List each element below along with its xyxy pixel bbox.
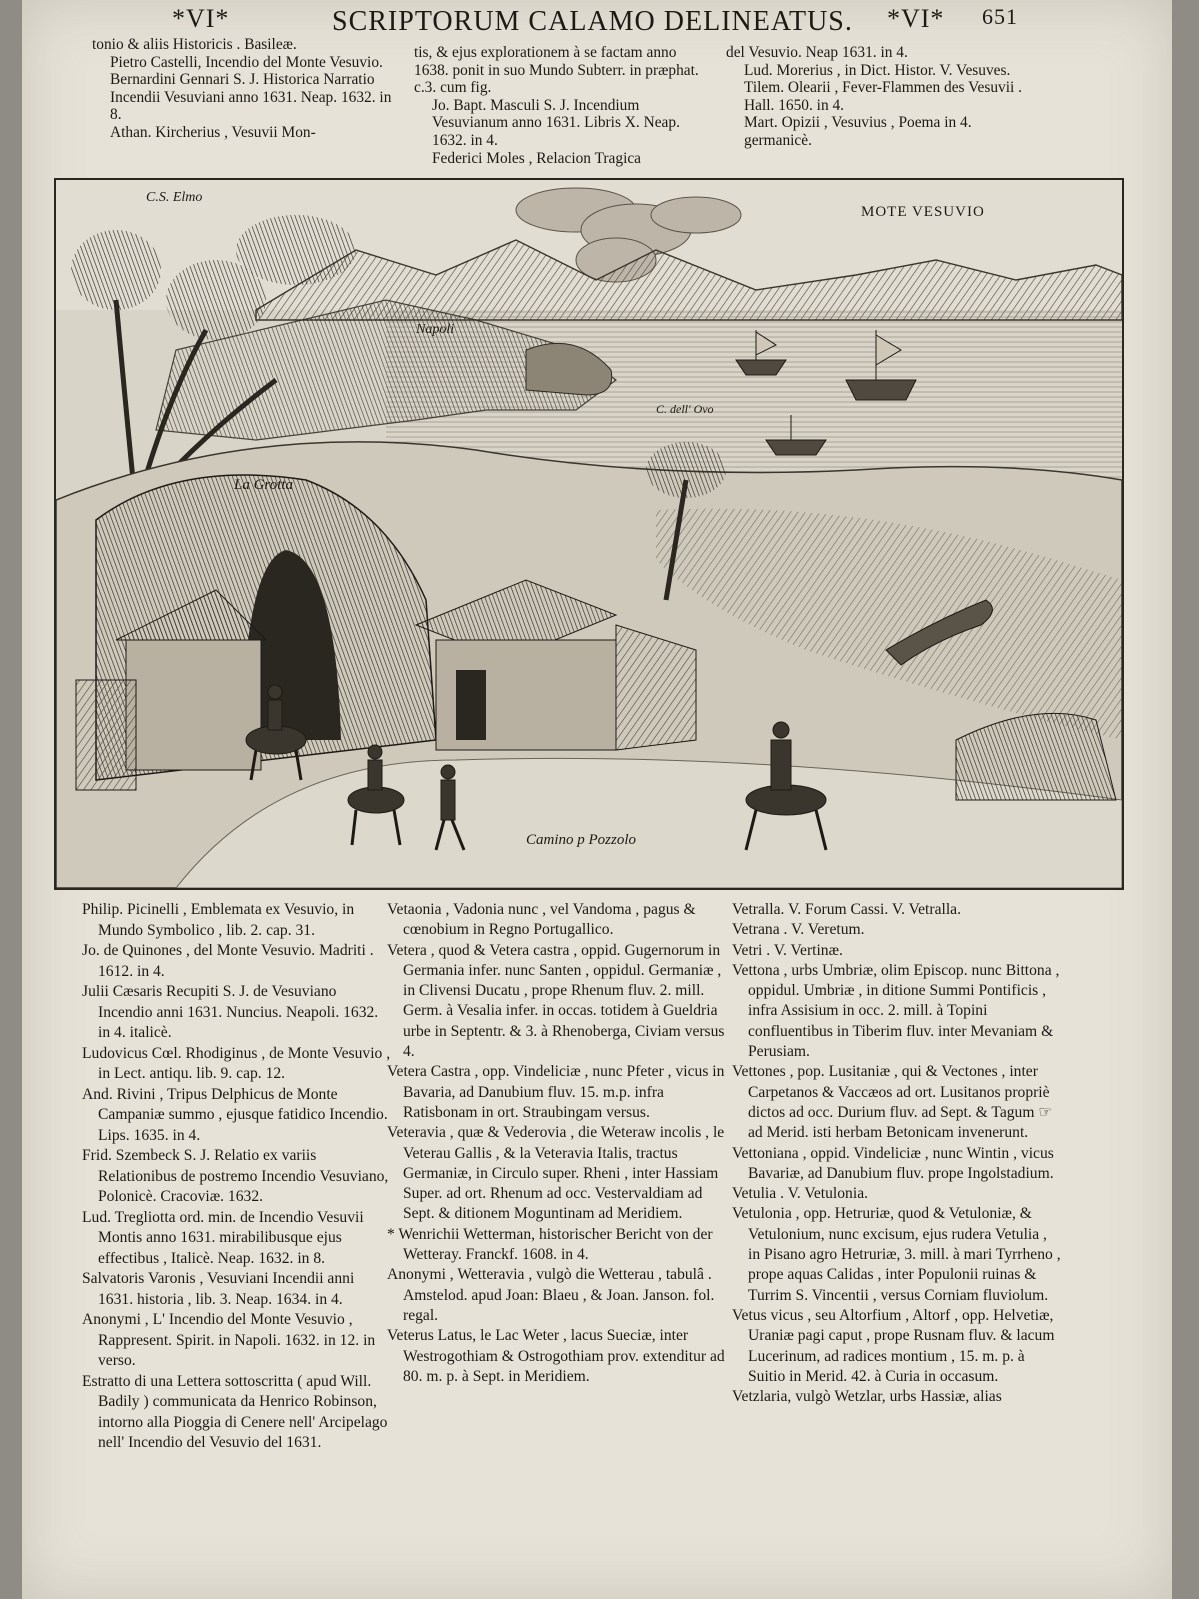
entry: Anonymi , L' Incendio del Monte Vesuvio , Rappresent. Spirit. in Napoli. 1632. in 12. in verso. — [82, 1311, 376, 1369]
entry: Vettona , urbs Umbriæ, olim Episcop. nunc Bittona , oppidul. Umbriæ , in ditione Summi Pontificis , infra Assisium in occ. 2. mill. à Topini confluentibus in Tiberim fluv. inter Mevaniam & Perusiam. — [732, 961, 1060, 1061]
bottom-column-2 — [387, 900, 727, 1387]
entry: Vetaonia , Vadonia nunc , vel Vandoma , pagus & cœnobium in Regno Portugallico. — [387, 901, 696, 939]
entry: tis, & ejus explorationem à se factam anno 1638. ponit in suo Mundo Subterr. in præphat. c.3. cum fig. — [414, 44, 699, 97]
entry: Federici Moles , Relacion Tragica — [432, 149, 642, 167]
header-left-mark: *VI* — [172, 4, 230, 33]
bottom-column-3 — [732, 900, 1062, 1407]
entry: Vetera Castra , opp. Vindeliciæ , nunc Pfeter , vicus in Bavaria, ad Danubium fluv. 15. m.p. infra Ratisbonam in ort. Straubingam versus. — [387, 1063, 725, 1121]
entry: Estratto di una Lettera sottoscritta ( apud Will. Badily ) communicata da Henrico Robinson, intorno alla Pioggia di Cenere nell' Arcipelago nell' Incendio del Vesuvio del 1631. — [82, 1372, 388, 1451]
entry: Vetri . V. Vertinæ. — [732, 941, 843, 959]
entry: Vetus vicus , seu Altorfium , Altorf , opp. Helvetiæ, Uraniæ pagi caput , prope Rusnam fluv. & lacum Lucerinum, ad radices montium , 15. m. p. à Suitio in Merid. 42. à Curia in occasum. — [732, 1306, 1055, 1385]
label-camino: Camino p Pozzolo — [526, 832, 637, 848]
entry: Veteravia , quæ & Vederovia , die Weteraw incolis , le Veterau Gallis , & la Veteravia Italis, tractus Germaniæ, in Circulo super. Rheni , inter Hassiam Super. ad ort. Rhenum ad occ. Vestervaldiam ad Sept. & ditionem Moguntinam ad Meridiem. — [387, 1124, 725, 1223]
entry: Vetrana . V. Veretum. — [732, 921, 865, 939]
entry: Mart. Opizii , Vesuvius , Poema in 4. germanicè. — [744, 114, 972, 149]
entry: Anonymi , Wetteravia , vulgò die Wetterau , tabulâ . Amstelod. apud Joan: Blaeu , & Joan. Janson. fol. regal. — [387, 1266, 715, 1324]
entry: Vetralla. V. Forum Cassi. V. Vetralla. — [732, 901, 961, 918]
top-column-1 — [92, 36, 392, 142]
label-castel-ovo: C. dell' Ovo — [656, 402, 714, 416]
entry: Salvatoris Varonis , Vesuviani Incendii anni 1631. historia , lib. 3. Neap. 1634. in 4. — [82, 1270, 355, 1308]
entry: del Vesuvio. Neap 1631. in 4. — [726, 44, 908, 61]
entry: * Wenrichii Wetterman, historischer Bericht von der Wetteray. Franckf. 1608. in 4. — [387, 1225, 713, 1264]
entry: Frid. Szembeck S. J. Relatio ex variis Relationibus de postremo Incendio Vesuviano, Polonicè. Cracoviæ. 1632. — [82, 1147, 389, 1205]
entry: Vettones , pop. Lusitaniæ , qui & Vectones , inter Carpetanos & Vaccæos ad ort. Lusitanos propriè dictos ad occ. Durium fluv. ad Sept. & Tagum ☞ ad Merid. isti herbam Betonicam invenerunt. — [732, 1063, 1053, 1142]
engraving-illustration — [56, 180, 1122, 888]
entry: Athan. Kircherius , Vesuvii Mon- — [110, 123, 316, 141]
page-header — [82, 2, 1132, 38]
header-right-mark: *VI* — [887, 4, 945, 33]
entry: And. Rivini , Tripus Delphicus de Monte Campaniæ summo , ejusque fatidico Incendio. Lips. 1635. in 4. — [82, 1085, 388, 1144]
engraving-plate — [54, 178, 1124, 890]
label-grotta: La Grotta — [234, 477, 294, 493]
entry: Jo. de Quinones , del Monte Vesuvio. Madriti . 1612. in 4. — [82, 942, 374, 980]
entry: Vetzlaria, vulgò Wetzlar, urbs Hassiæ, alias — [732, 1388, 1002, 1406]
label-napoli: Napoli — [416, 322, 455, 337]
entry: Julii Cæsaris Recupiti S. J. de Vesuviano Incendio anni 1631. Nuncius. Neapoli. 1632. in 4. italicè. — [82, 983, 379, 1041]
plate-title: MOTE VESUVIO — [861, 204, 985, 220]
entry: Bernardini Gennari S. J. Historica Narratio Incendii Vesuviani anno 1631. Neap. 1632. in 8. — [110, 71, 392, 124]
entry: Jo. Bapt. Masculi S. J. Incendium Vesuvianum anno 1631. Libris X. Neap. 1632. in 4. — [432, 96, 680, 149]
page-number: 651 — [982, 4, 1018, 29]
entry: Philip. Picinelli , Emblemata ex Vesuvio, in Mundo Symbolico , lib. 2. cap. 31. — [82, 901, 355, 939]
entry: Tilem. Olearii , Fever-Flammen des Vesuvii . Hall. 1650. in 4. — [744, 79, 1022, 114]
book-page — [22, 0, 1172, 1599]
label-elmo: C.S. Elmo — [146, 190, 203, 205]
bottom-column-1 — [82, 900, 392, 1454]
top-column-3 — [726, 44, 1026, 150]
entry: Ludovicus Cœl. Rhodiginus , de Monte Vesuvio , in Lect. antiqu. lib. 9. cap. 12. — [82, 1044, 391, 1082]
entry: Vetera , quod & Vetera castra , oppid. Gugernorum in Germania infer. nunc Santen , oppidul. Germaniæ , in Clivensi Ducatu , prope Rhenum fluv. 2. mill. Germ. à Vesalia infer. in occas. totidem à Gueldria urbe in Septentr. & 3. à Rhenoberga, Civiam versus 4. — [387, 941, 725, 1061]
entry: Vetulonia , opp. Hetruriæ, quod & Vetuloniæ, & Vetulonium, nunc excisum, ejus rudera Vetulia , in Pisano agro Hetruriæ, 3. mill. à mari Tyrrheno , prope aquas Calidas , inter Populonii ruinas & Turrim S. Vincentii , versus Corniam fluviolum. — [732, 1205, 1061, 1304]
entry: Pietro Castelli, Incendio del Monte Vesuvio. — [110, 53, 383, 71]
top-column-2 — [414, 44, 714, 167]
entry: Vettoniana , oppid. Vindeliciæ , nunc Wintin , vicus Bavariæ, ad Danubium fluv. prope Ingolstadium. — [732, 1144, 1054, 1182]
entry: tonio & aliis Historicis . Basileæ. — [92, 36, 297, 53]
entry: Lud. Morerius , in Dict. Histor. V. Vesuves. — [744, 61, 1011, 79]
entry: Veterus Latus, le Lac Weter , lacus Sueciæ, inter Westrogothiam & Ostrogothiam prov. extenditur ad 80. m. p. à Sept. in Meridiem. — [387, 1327, 725, 1385]
header-title: SCRIPTORUM CALAMO DELINEATUS. — [332, 6, 853, 37]
entry: Vetulia . V. Vetulonia. — [732, 1185, 869, 1203]
entry: Lud. Tregliotta ord. min. de Incendio Vesuvii Montis anno 1631. mirabilibusque ejus effectibus , Italicè. Neap. 1632. in 8. — [82, 1208, 364, 1267]
